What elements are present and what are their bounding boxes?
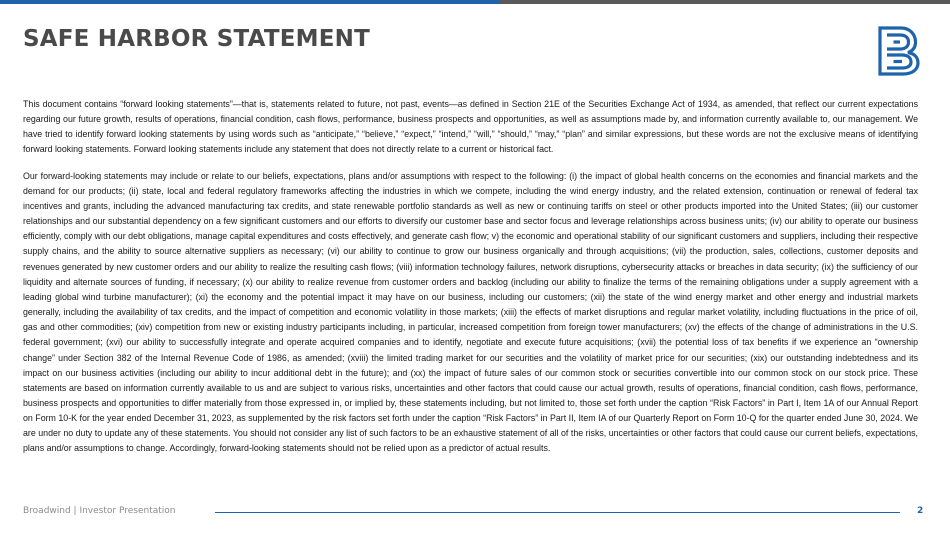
broadwind-logo-icon: [878, 26, 922, 76]
body-paragraph-1: This document contains “forward looking statements”—that is, statements related to future, not past, events—as defined in Section 21E of the Securities Exchange Act of 1934, as amended, that reflect our current expectations regarding our future growth, results of operations, financial condition, cash flows, performance, business prospects and opportunities, as well as assumptions made by, and information currently available to, our management. We have tried to identify forward looking statements by using words such as “anticipate,” “believe,” “expect,” “intend,” “will,” “should,” “may,” “plan” and similar expressions, but these words are not the exclusive means of identifying forward looking statements. Forward looking statements include any statement that does not directly relate to a current or historical fact.: [23, 99, 918, 155]
safe-harbor-body: [23, 97, 918, 468]
footer-company-label: Broadwind | Investor Presentation: [23, 506, 176, 516]
top-accent-bar-blue: [0, 0, 500, 4]
top-accent-bar-grey: [500, 0, 950, 4]
top-accent-bar: [0, 0, 950, 4]
body-paragraph-2: Our forward-looking statements may include or relate to our beliefs, expectations, plans and/or assumptions with respect to the following: (i) the impact of global health concerns on the economies and financial markets and the demand for our products; (ii) state, local and federal regulatory frameworks affecting the industries in which we compete, including the wind energy industry, and the related extension, continuation or renewal of federal tax incentives and grants, including the advanced manufacturing tax credits, and state renewable portfolio standards as well as new or continuing tariffs on steel or other products imported into the United States; (iii) our customer relationships and our substantial dependency on a few significant customers and our efforts to diversify our customer base and sector focus and leverage relationships across business units; (iv) our ability to operate our business efficiently, comply with our debt obligations, manage capital expenditures and costs effectively, and generate cash flow; v) the economic and operational stability of our significant customers and suppliers, including their respective supply chains, and the ability to source alternative suppliers as necessary; (vi) our ability to continue to grow our business organically and through acquisitions; (vii) the production, sales, collections, customer deposits and revenues generated by new customer orders and our ability to realize the resulting cash flows; (viii) information technology failures, network disruptions, cybersecurity attacks or breaches in data security; (ix) the sufficiency of our liquidity and alternate sources of funding, if necessary; (x) our ability to realize revenue from customer orders and backlog (including our ability to finalize the terms of the remaining obligations under a supply agreement with a leading global wind turbine manufacturer); (xi) the economy and the potential impact it may have on our business, including our customers; (xii) the state of the wind energy market and other energy and industrial markets generally, including the availability of tax credits, and the impact of competition and economic volatility in those markets; (xiii) the effects of market disruptions and regular market volatility, including fluctuations in the price of oil, gas and other commodities; (xiv) competition from new or existing industry participants including, in particular, increased competition from foreign tower manufacturers; (xv) the effects of the change of administrations in the U.S. federal government; (xvi) our ability to successfully integrate and operate acquired companies and to identify, negotiate and execute future acquisitions; (xvii) the potential loss of tax benefits if we experience an “ownership change” under Section 382 of the Internal Revenue Code of 1986, as amended; (xviii) the limited trading market for our securities and the volatility of market price for our securities; (xix) our outstanding indebtedness and its impact on our business activities (including our ability to incur additional debt in the future); and (xx) the impact of future sales of our common stock or securities convertible into our common stock on our stock price. These statements are based on information currently available to us and are subject to various risks, uncertainties and other factors that could cause our actual growth, results of operations, financial condition, cash flows, performance, business prospects and opportunities to differ materially from those expressed in, or implied by, these statements including, but not limited to, those set forth under the caption “Risk Factors” in Part I, Item 1A of our Annual Report on Form 10-K for the year ended December 31, 2023, as supplemented by the risk factors set forth under the caption “Risk Factors” in Part II, Item IA of our Quarterly Report on Form 10-Q for the quarter ended June 30, 2024. We are under no duty to update any of these statements. You should not consider any list of such factors to be an exhaustive statement of all of the risks, uncertainties or other factors that could cause our current beliefs, expectations, plans and/or assumptions to change. Accordingly, forward-looking statements should not be relied upon as a predictor of actual results.: [23, 170, 918, 454]
page-number: 2: [917, 506, 924, 516]
page-title: SAFE HARBOR STATEMENT: [23, 26, 370, 52]
footer-divider: [215, 512, 900, 513]
